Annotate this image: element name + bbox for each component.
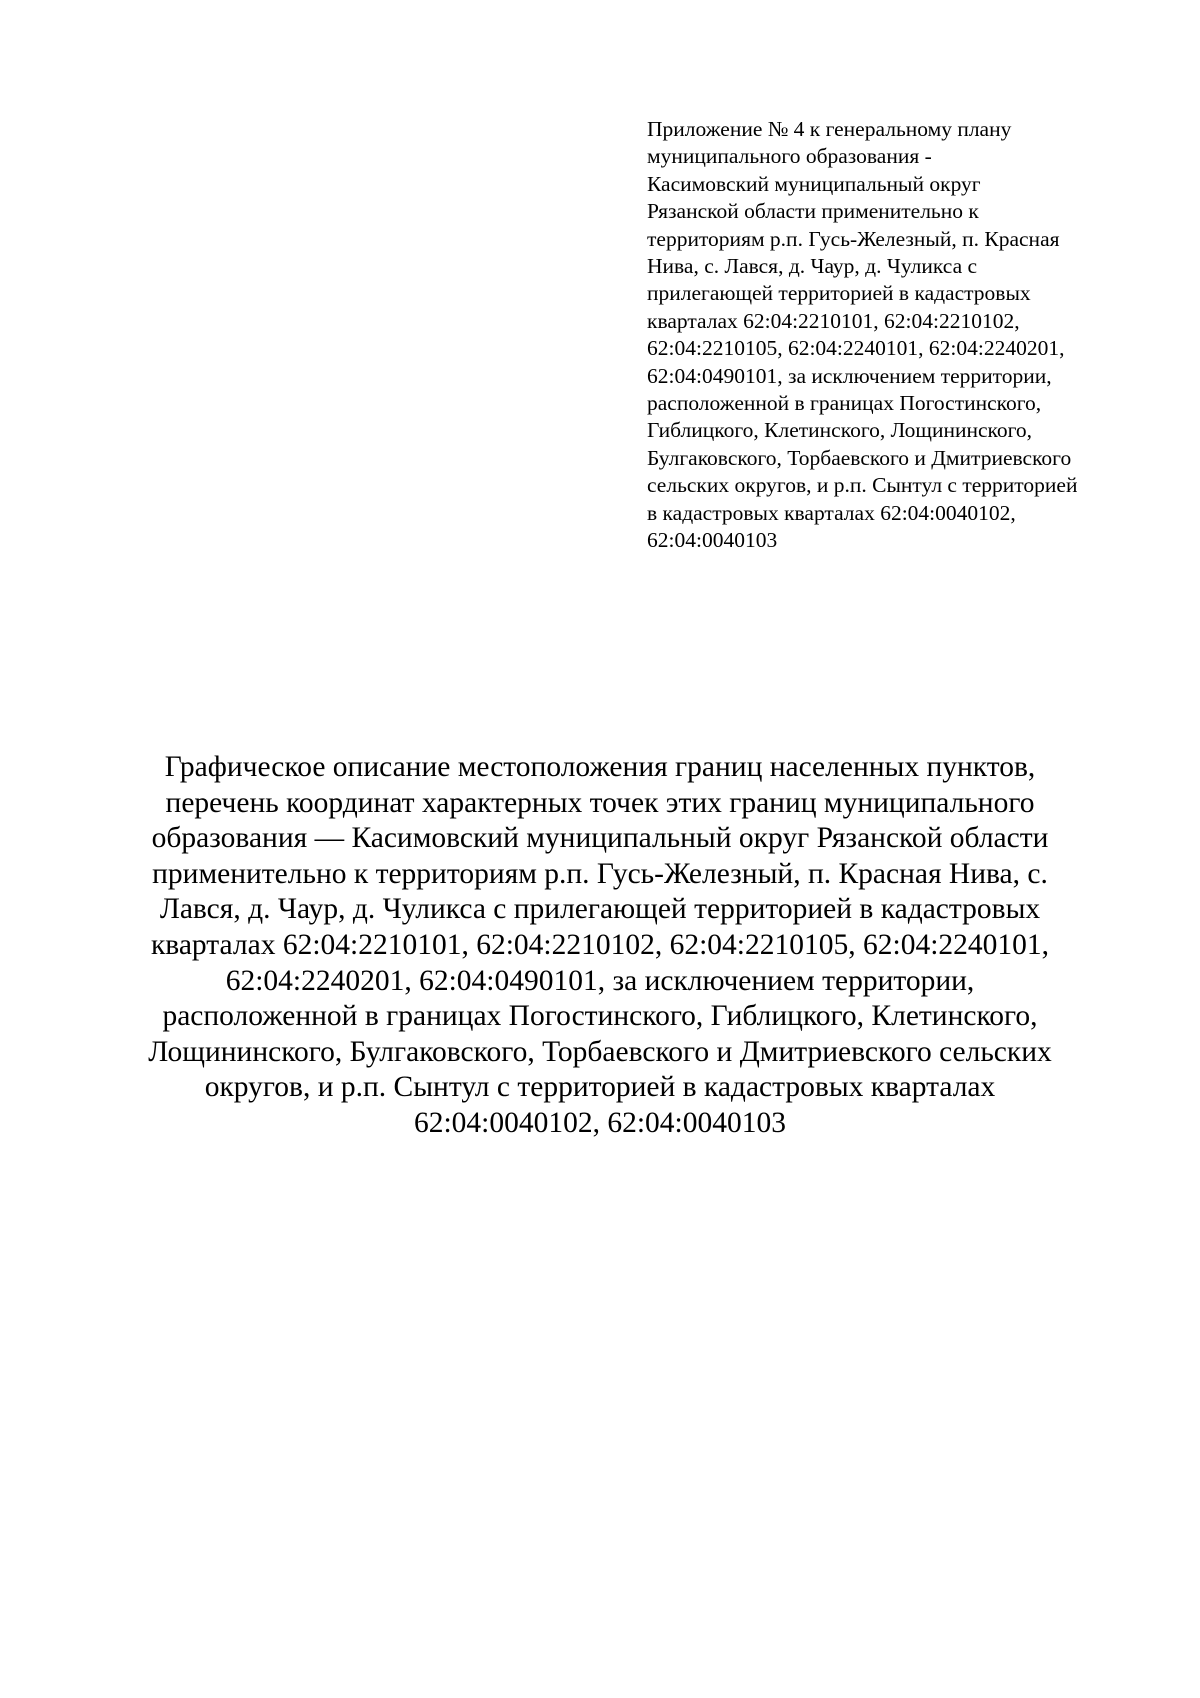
appendix-note-line: муниципального образования - [647, 144, 932, 169]
appendix-note-line: Рязанской области применительно к [647, 199, 979, 224]
appendix-note-line: сельских округов, и р.п. Сынтул с территорией [647, 473, 1078, 498]
document-title-line: образования — Касимовский муниципальный округ Рязанской области [151, 822, 1049, 855]
document-title-line: Лощининского, Булгаковского, Торбаевского и Дмитриевского сельских [148, 1035, 1052, 1068]
appendix-note-line: 62:04:0040103 [647, 528, 778, 553]
appendix-note-line: территориям р.п. Гусь-Железный, п. Красная [647, 226, 1060, 251]
document-title-line: Лався, д. Чаур, д. Чуликса с прилегающей территорией в кадастровых [159, 893, 1041, 926]
appendix-note-line: расположенной в границах Погостинского, [647, 391, 1042, 416]
document-title-line: 62:04:0040102, 62:04:0040103 [413, 1106, 787, 1139]
document-title-line: 62:04:2240201, 62:04:0490101, за исключением территории, [225, 964, 975, 997]
document-title-line: кварталах 62:04:2210101, 62:04:2210102, 62:04:2210105, 62:04:2240101, [150, 928, 1050, 961]
appendix-note-line: 62:04:0490101, за исключением территории, [647, 363, 1052, 388]
document-title-line: перечень координат характерных точек этих границ муниципального [165, 786, 1035, 819]
document-title-line: расположенной в границах Погостинского, Гиблицкого, Клетинского, [162, 1000, 1038, 1033]
appendix-note [647, 116, 1157, 555]
appendix-note-line: в кадастровых кварталах 62:04:0040102, [647, 500, 1016, 525]
appendix-note-line: Булгаковского, Торбаевского и Дмитриевского [647, 445, 1072, 470]
document-title-line: округов, и р.п. Сынтул с территорией в кадастровых кварталах [204, 1071, 996, 1104]
document-title [100, 750, 1100, 1142]
appendix-note-line: кварталах 62:04:2210101, 62:04:2210102, [647, 308, 1020, 333]
appendix-note-line: Касимовский муниципальный округ [647, 171, 981, 196]
document-title-line: Графическое описание местоположения границ населенных пунктов, [164, 751, 1036, 783]
document-title-line: применительно к территориям р.п. Гусь-Железный, п. Красная Нива, с. [152, 857, 1048, 890]
appendix-note-line: Приложение № 4 к генеральному плану [647, 117, 1012, 141]
appendix-note-line: Гиблицкого, Клетинского, Лощининского, [647, 418, 1033, 443]
appendix-note-line: 62:04:2210105, 62:04:2240101, 62:04:2240201, [647, 336, 1065, 361]
appendix-note-line: Нива, с. Лався, д. Чаур, д. Чуликса с [647, 254, 978, 279]
appendix-note-line: прилегающей территорией в кадастровых [647, 281, 1031, 306]
